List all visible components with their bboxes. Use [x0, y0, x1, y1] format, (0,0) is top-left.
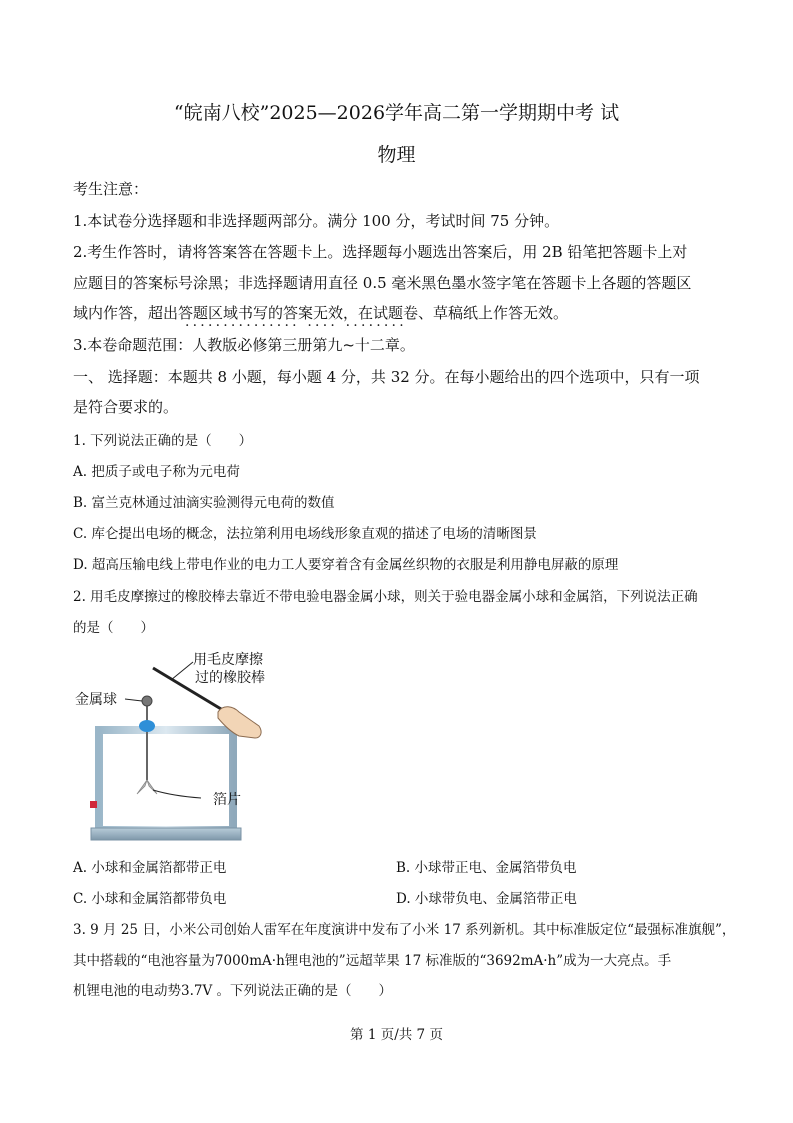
- electroscope-base: [91, 828, 241, 840]
- notice-item-2-line-3: 域内作答，超出答题区域书写的答案无效，在试题卷、草稿纸上作答无效。: [73, 304, 569, 322]
- ball-label-leader: [125, 699, 142, 701]
- figure-label-foil: 箔片: [213, 792, 241, 808]
- q2-stem-line-2: 的是（ ）: [73, 620, 154, 636]
- electroscope-figure: [73, 640, 273, 850]
- q1-option-d: D. 超高压输电线上带电作业的电力工人要穿着含有金属丝织物的衣服是利用静电屏蔽的原理: [73, 557, 619, 573]
- rod-label-leader: [171, 662, 193, 680]
- notice-item-2-line-2: 应题目的答案标号涂黑；非选择题请用直径 0.5 毫米黑色墨水签字笔在答题卡上各题的答题区: [73, 274, 692, 292]
- exam-subject: 物理: [377, 144, 416, 166]
- electroscope-insulator: [139, 720, 155, 732]
- section-1-instruction-line-1: 一、 选择题：本题共 8 小题，每小题 4 分，共 32 分。在每小题给出的四个选项中，只有一项: [73, 368, 700, 386]
- q2-option-d: D. 小球带负电、金属箔带正电: [396, 891, 577, 907]
- figure-label-ball: 金属球: [75, 692, 117, 708]
- q1-option-a: A. 把质子或电子称为元电荷: [73, 464, 240, 480]
- q3-stem-line-2: 其中搭载的“电池容量为7000mA·h锂电池的”远超苹果 17 标准版的“3692mA·h”成为一大亮点。手: [73, 953, 672, 969]
- notice-item-2-line-1: 2.考生作答时，请将答案答在答题卡上。选择题每小题选出答案后，用 2B 铅笔把答题卡上对: [73, 243, 688, 261]
- page-footer: 第 1 页/共 7 页: [350, 1027, 443, 1043]
- exam-title: “皖南八校”2025—2026学年高二第一学期期中考 试: [173, 102, 620, 124]
- emphasis-dots: ··············· ···· ········: [185, 318, 407, 334]
- notice-item-1: 1.本试卷分选择题和非选择题两部分。满分 100 分，考试时间 75 分钟。: [73, 212, 560, 230]
- q3-stem-line-3: 机锂电池的电动势3.7V 。下列说法正确的是（ ）: [73, 983, 393, 999]
- electroscope-knob: [90, 801, 97, 808]
- q3-stem-line-1: 3. 9 月 25 日，小米公司创始人雷军在年度演讲中发布了小米 17 系列新机。其中标准版定位“最强标准旗舰”，: [73, 922, 736, 938]
- figure-label-rod-1: 用毛皮摩擦: [193, 652, 263, 668]
- q2-option-a: A. 小球和金属箔都带正电: [73, 860, 227, 876]
- q2-stem-line-1: 2. 用毛皮摩擦过的橡胶棒去靠近不带电验电器金属小球，则关于验电器金属小球和金属箔，下列说法正确: [73, 589, 698, 605]
- electroscope-inner: [105, 736, 227, 824]
- q1-stem: 1. 下列说法正确的是（ ）: [73, 433, 253, 449]
- notice-item-3: 3.本卷命题范围：人教版必修第三册第九~十二章。: [73, 336, 415, 354]
- section-1-instruction-line-2: 是符合要求的。: [73, 398, 179, 416]
- metal-ball: [142, 696, 152, 706]
- q1-option-b: B. 富兰克林通过油滴实验测得元电荷的数值: [73, 495, 335, 511]
- notice-heading: 考生注意：: [73, 180, 149, 198]
- q2-option-b: B. 小球带正电、金属箔带负电: [396, 860, 577, 876]
- figure-label-rod-2: 过的橡胶棒: [195, 670, 265, 686]
- q1-option-c: C. 库仑提出电场的概念，法拉第利用电场线形象直观的描述了电场的清晰图景: [73, 526, 537, 542]
- q2-option-c: C. 小球和金属箔都带负电: [73, 891, 227, 907]
